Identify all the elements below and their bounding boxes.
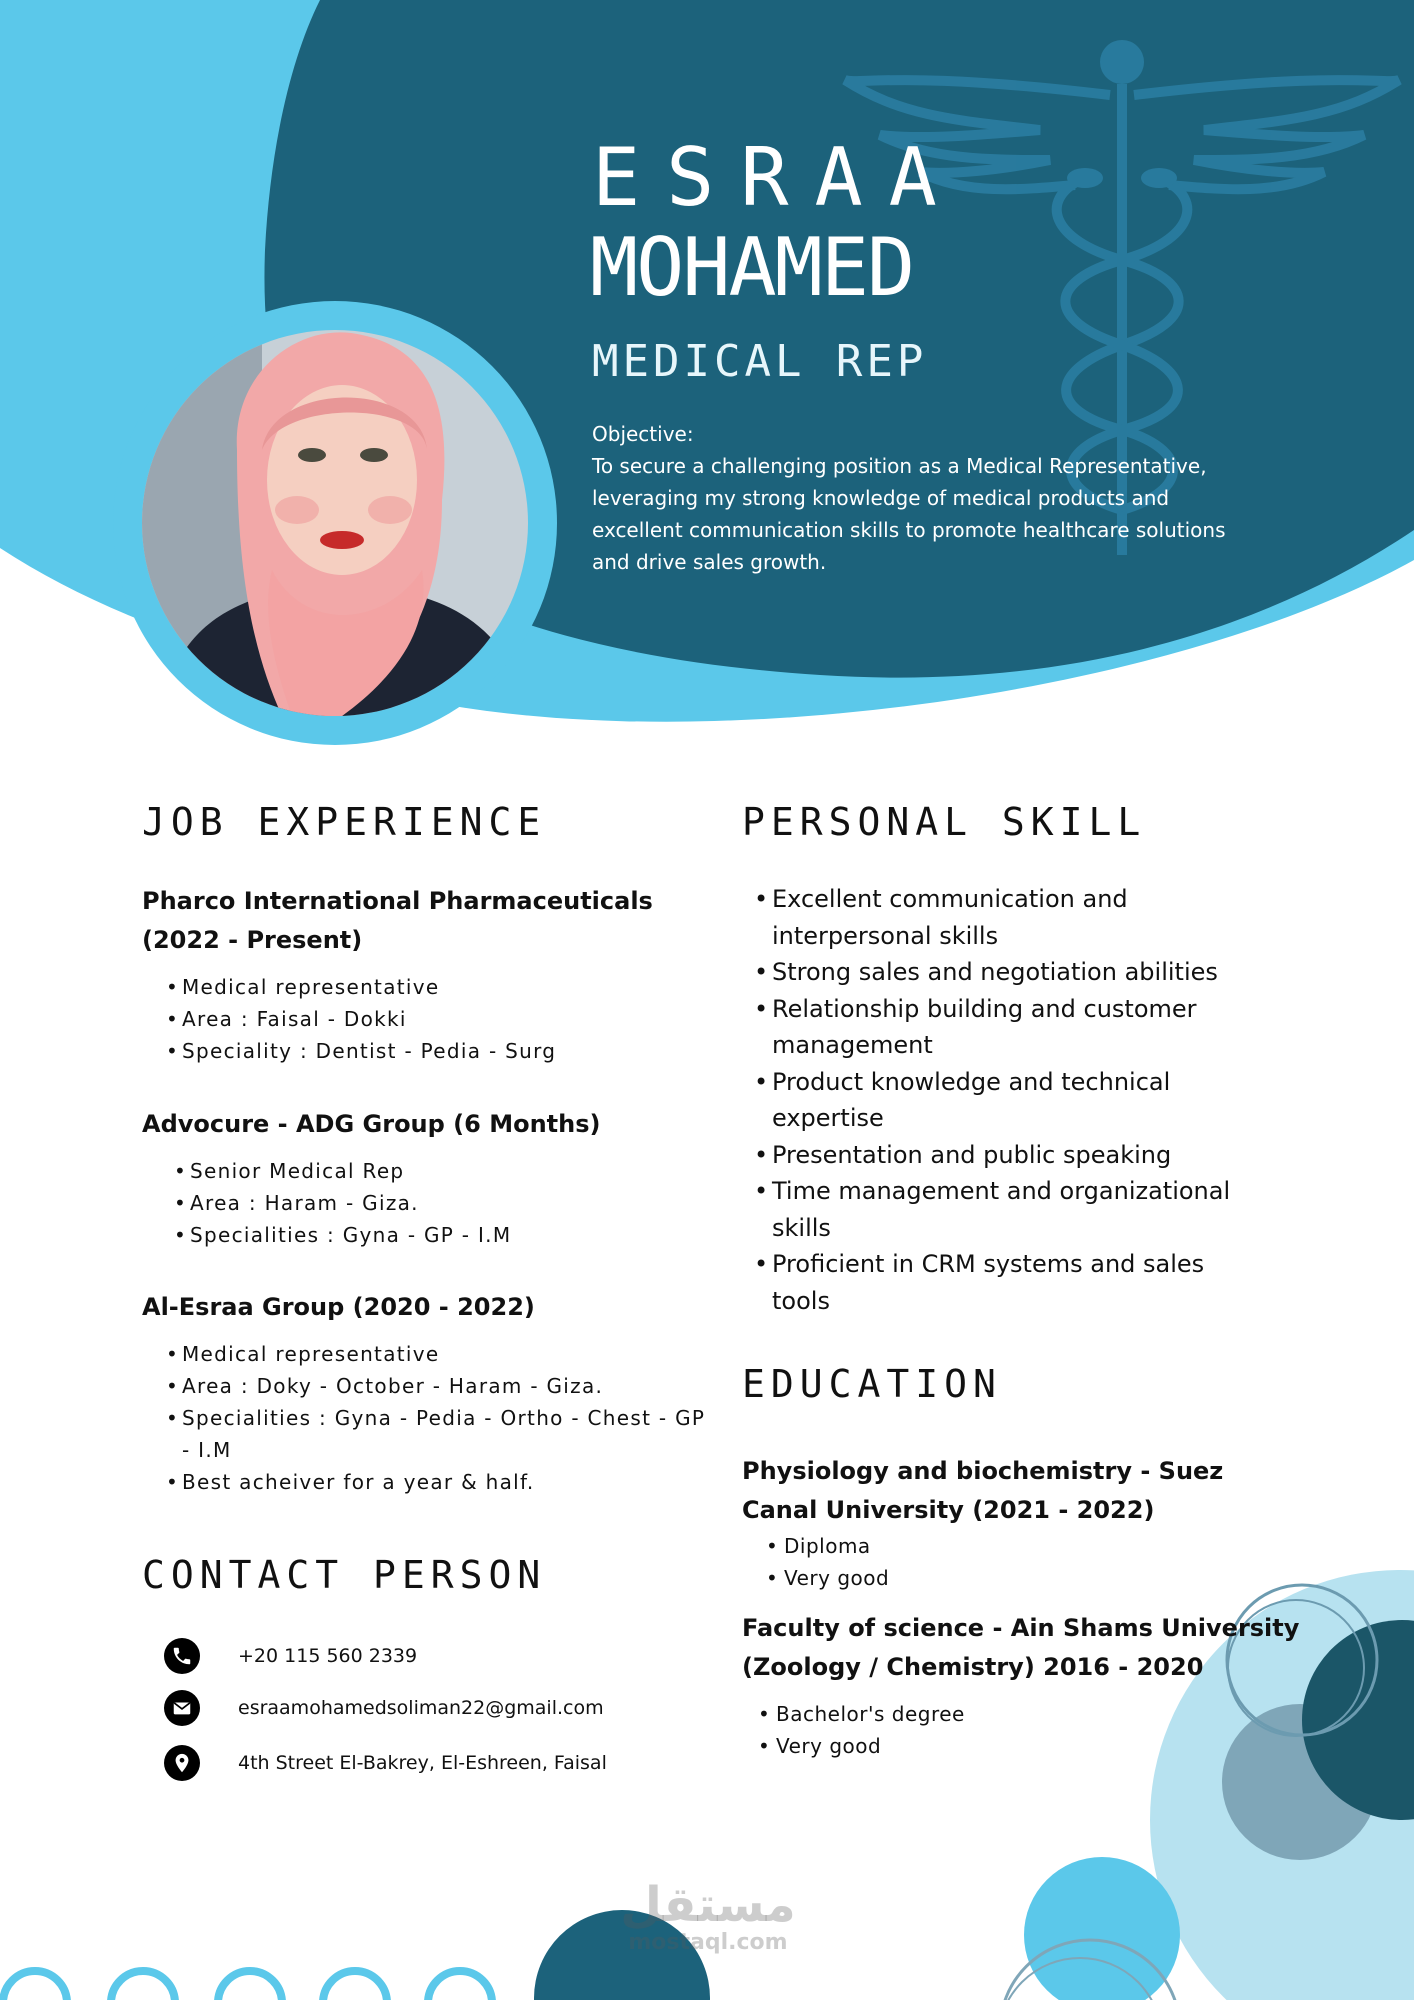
list-item: • Area : Faisal - Dokki	[166, 1003, 706, 1035]
list-item: • Time management and organizational skills	[744, 1173, 1264, 1246]
job-role: MEDICAL REP	[592, 336, 928, 387]
location-pin-icon	[164, 1745, 200, 1781]
deco-small-rings	[3, 1971, 492, 2000]
watermark-latin: mostaql.com	[628, 1930, 788, 1955]
list-item: • Presentation and public speaking	[744, 1137, 1264, 1174]
job-title: Advocure - ADG Group (6 Months)	[142, 1110, 601, 1138]
job-bullets	[174, 1155, 714, 1251]
profile-photo	[142, 330, 528, 716]
list-item: • Specialities : Gyna - GP - I.M	[174, 1219, 714, 1251]
education-bullets	[752, 1698, 1152, 1762]
list-item: • Medical representative	[166, 971, 706, 1003]
list-item: • Medical representative	[166, 1338, 706, 1370]
section-title-skills: PERSONAL SKILL	[742, 800, 1147, 844]
contact-email-row	[164, 1688, 604, 1728]
contact-email[interactable]: esraamohamedsoliman22@gmail.com	[238, 1697, 604, 1719]
list-item: • Diploma	[760, 1530, 1160, 1562]
list-item: • Strong sales and negotiation abilities	[744, 954, 1264, 991]
objective-text: To secure a challenging position as a Medical Representative, leveraging my strong knowledge of medical products and excellent communication skills to promote healthcare solutions and drive sales growth.	[592, 454, 1226, 574]
list-item: • Bachelor's degree	[752, 1698, 1152, 1730]
last-name: MOHAMED	[590, 221, 914, 314]
job-bullets	[166, 1338, 706, 1498]
objective	[592, 418, 1252, 578]
skills-list	[744, 881, 1264, 1319]
list-item: • Product knowledge and technical expertise	[744, 1064, 1264, 1137]
list-item: • Proficient in CRM systems and sales tools	[744, 1246, 1264, 1319]
list-item: • Area : Doky - October - Haram - Giza.	[166, 1370, 706, 1402]
first-name: ESRAA	[592, 131, 963, 224]
list-item: • Very good	[752, 1730, 1152, 1762]
job-title: Al-Esraa Group (2020 - 2022)	[142, 1293, 535, 1321]
education-title: Faculty of science - Ain Shams University (Zoology / Chemistry) 2016 - 2020	[742, 1614, 1300, 1681]
education-title: Physiology and biochemistry - Suez Canal University (2021 - 2022)	[742, 1457, 1224, 1524]
list-item: • Senior Medical Rep	[174, 1155, 714, 1187]
list-item: • Very good	[760, 1562, 1160, 1594]
section-title-education: EDUCATION	[742, 1362, 1002, 1406]
list-item: • Excellent communication and interpersonal skills	[744, 881, 1264, 954]
contact-address: 4th Street El-Bakrey, El-Eshreen, Faisal	[238, 1752, 607, 1774]
list-item: • Best acheiver for a year & half.	[166, 1466, 706, 1498]
objective-label: Objective:	[592, 422, 694, 446]
watermark-arabic: مستقل	[620, 1877, 796, 1933]
job-bullets	[166, 971, 706, 1067]
job-title: Pharco International Pharmaceuticals (2022 - Present)	[142, 887, 653, 954]
list-item: • Area : Haram - Giza.	[174, 1187, 714, 1219]
list-item: • Speciality : Dentist - Pedia - Surg	[166, 1035, 706, 1067]
contact-phone[interactable]: +20 115 560 2339	[238, 1645, 418, 1667]
section-title-contact: CONTACT PERSON	[142, 1553, 547, 1597]
education-bullets	[760, 1530, 1160, 1594]
list-item: • Relationship building and customer management	[744, 991, 1264, 1064]
deco-blue-circle	[1024, 1857, 1180, 2000]
phone-icon	[164, 1638, 200, 1674]
watermark	[618, 1877, 798, 1956]
list-item: • Specialities : Gyna - Pedia - Ortho - Chest - GP - I.M	[166, 1402, 706, 1466]
contact-phone-row	[164, 1636, 417, 1676]
mail-icon	[164, 1690, 200, 1726]
section-title-experience: JOB EXPERIENCE	[142, 800, 547, 844]
contact-address-row	[164, 1743, 607, 1783]
